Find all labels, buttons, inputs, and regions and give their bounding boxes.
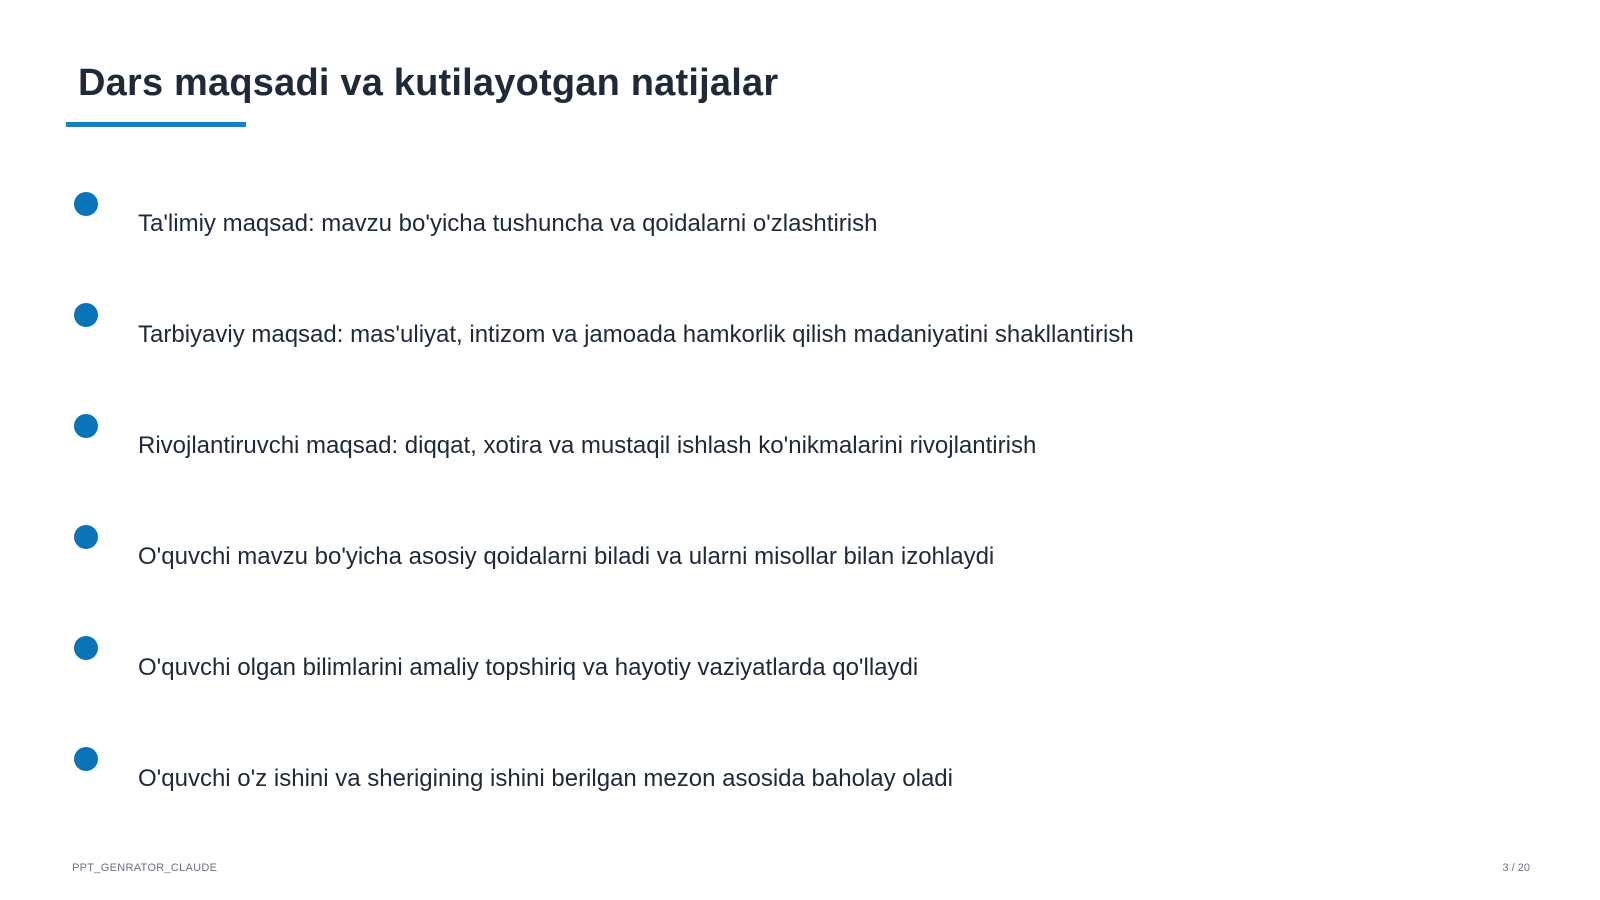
slide-title: Dars maqsadi va kutilayotgan natijalar <box>78 62 779 104</box>
bullet-text: Tarbiyaviy maqsad: mas'uliyat, intizom va jamoada hamkorlik qilish madaniyatini shakllantirish <box>138 321 1134 348</box>
title-underline <box>66 122 246 127</box>
bullet-dot-icon <box>74 414 98 438</box>
list-item <box>74 192 1514 262</box>
list-item <box>74 525 1514 595</box>
footer-source-label: PPT_GENRATOR_CLAUDE <box>72 862 218 874</box>
bullet-text: O'quvchi mavzu bo'yicha asosiy qoidalarni biladi va ularni misollar bilan izohlaydi <box>138 543 995 570</box>
page-indicator: 3 / 20 <box>1502 862 1530 874</box>
list-item <box>74 636 1514 706</box>
bullet-text: Rivojlantiruvchi maqsad: diqqat, xotira va mustaqil ishlash ko'nikmalarini rivojlantirish <box>138 432 1037 459</box>
bullet-text: Ta'limiy maqsad: mavzu bo'yicha tushuncha va qoidalarni o'zlashtirish <box>138 210 878 237</box>
list-item <box>74 414 1514 484</box>
bullet-dot-icon <box>74 636 98 660</box>
bullet-text: O'quvchi olgan bilimlarini amaliy topshiriq va hayotiy vaziyatlarda qo'llaydi <box>138 654 919 681</box>
bullet-text: O'quvchi o'z ishini va sherigining ishini berilgan mezon asosida baholay oladi <box>138 765 953 792</box>
list-item <box>74 747 1514 817</box>
bullet-dot-icon <box>74 525 98 549</box>
bullet-dot-icon <box>74 303 98 327</box>
list-item <box>74 303 1514 373</box>
bullet-dot-icon <box>74 192 98 216</box>
bullet-dot-icon <box>74 747 98 771</box>
